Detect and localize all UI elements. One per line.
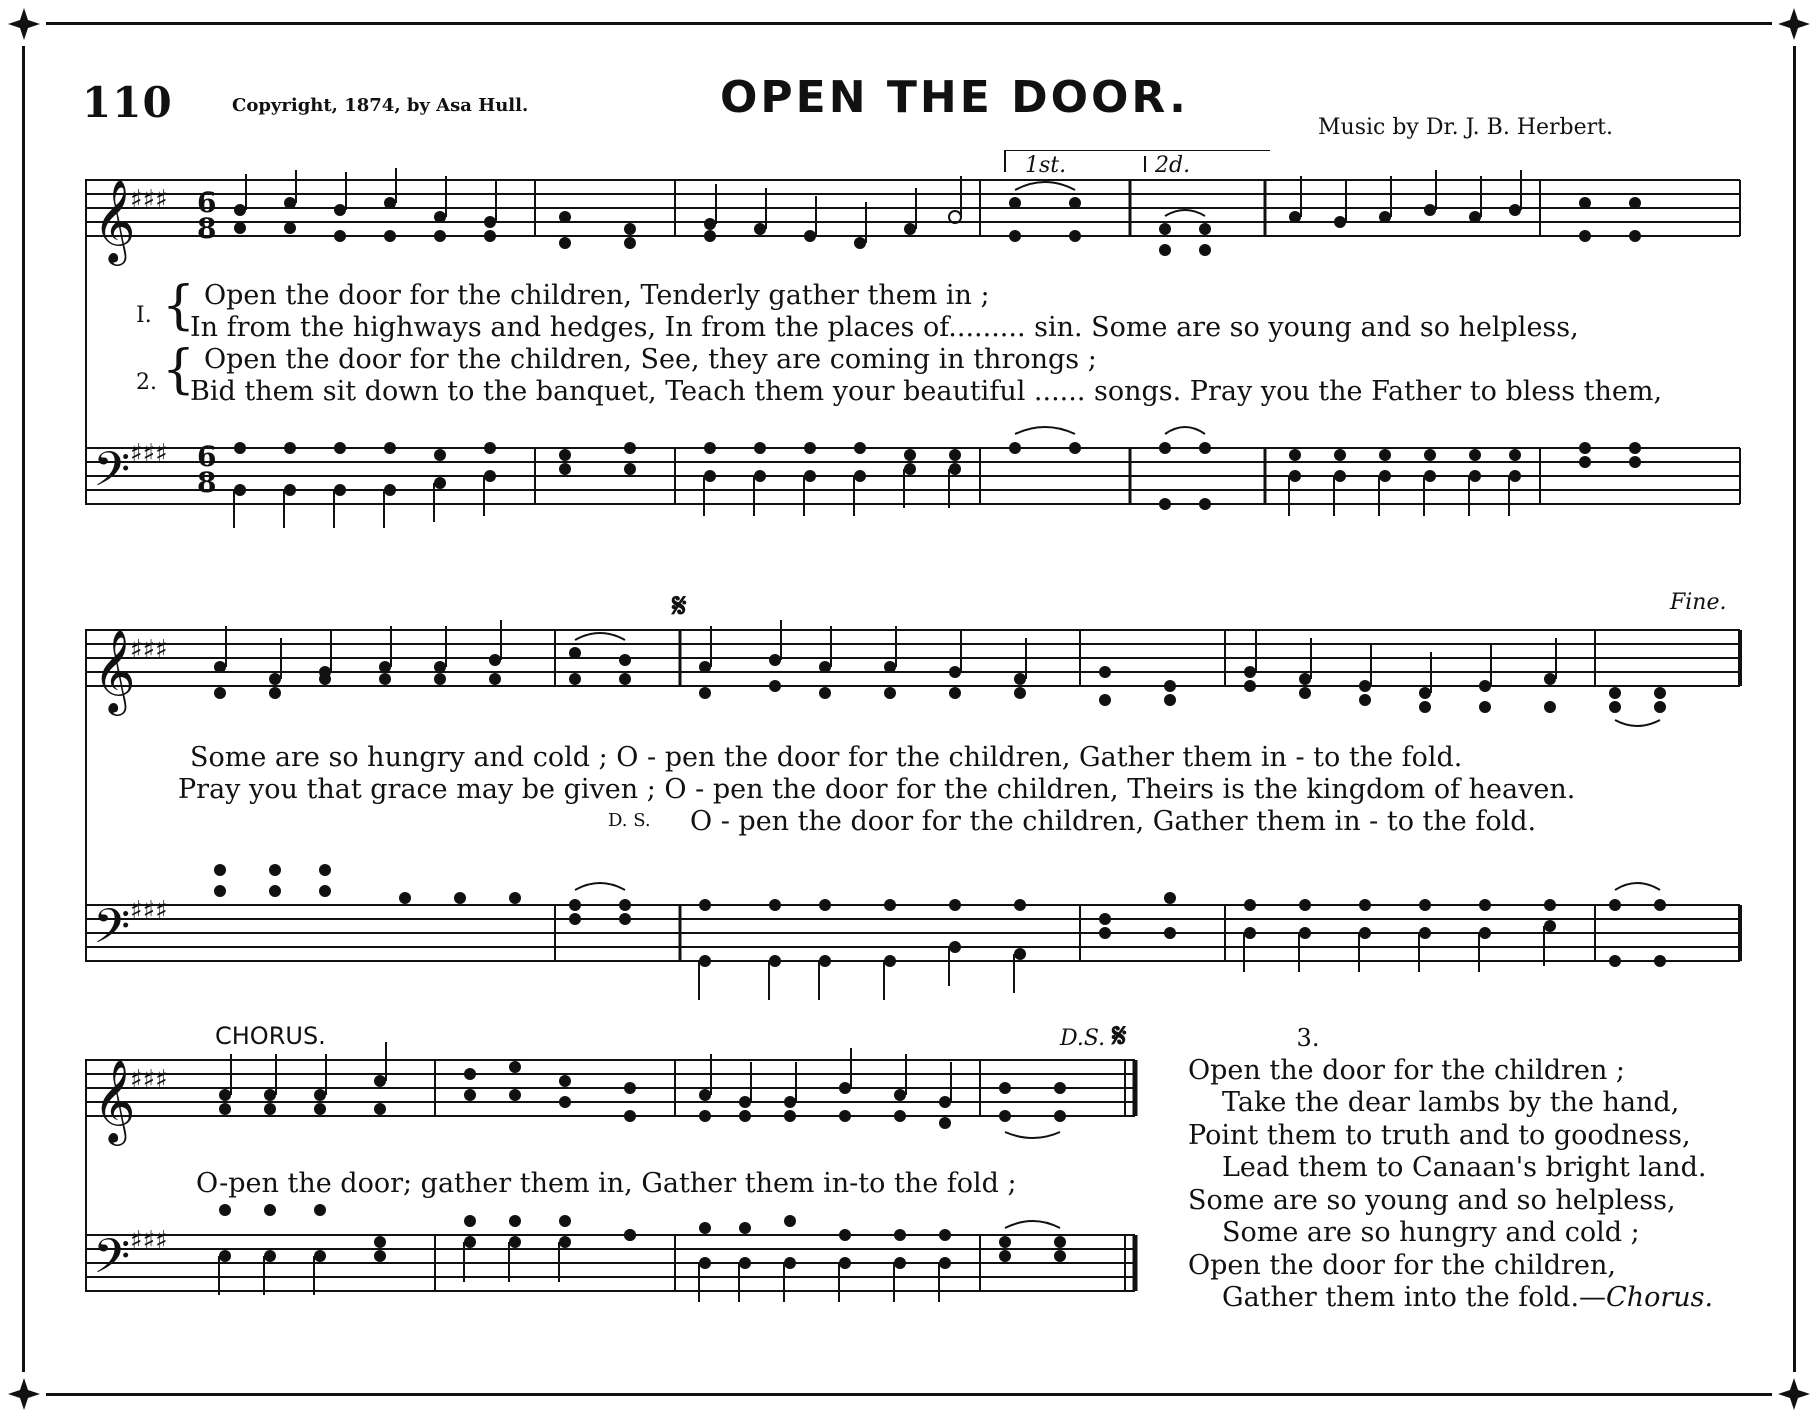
svg-text:𝄢: 𝄢: [93, 1228, 131, 1296]
ds-marking: D.S.: [1060, 1026, 1106, 1051]
svg-text:6: 6: [197, 440, 217, 473]
verse2-line2: Bid them sit down to the banquet, Teach them your beautiful ...... songs. Pray you the Father to bless them,: [190, 376, 1663, 407]
verse-brace: {: [162, 276, 196, 336]
stanza-line: Some are so hungry and cold ;: [1222, 1217, 1640, 1248]
verse-number-1: I.: [136, 303, 152, 328]
corner-ornament-icon: [1774, 1374, 1814, 1414]
verse1-line1: Open the door for the children, Tenderly gather them in ;: [204, 280, 990, 311]
stanza-line-final: [1188, 1282, 1713, 1315]
corner-ornament-icon: [4, 1374, 44, 1414]
svg-text:6: 6: [197, 186, 217, 219]
first-ending-label: 1st.: [1025, 153, 1067, 178]
svg-text:𝄢: 𝄢: [93, 441, 131, 509]
corner-ornament-icon: [1774, 4, 1814, 44]
composer-credit: Music by Dr. J. B. Herbert.: [1318, 115, 1613, 140]
svg-text:𝄞: 𝄞: [93, 1058, 136, 1142]
svg-text:8: 8: [197, 466, 217, 499]
system2-lyric-line2: Pray you that grace may be given ; O - pen the door for the children, Theirs is the kingdom of heaven.: [178, 774, 1576, 805]
stanza-line: Open the door for the children ;: [1188, 1054, 1626, 1086]
verse-number-2: 2.: [136, 370, 157, 395]
verse-brace: {: [162, 340, 196, 400]
copyright-notice: Copyright, 1874, by Asa Hull.: [232, 95, 529, 116]
svg-text:♯♯♯: ♯♯♯: [130, 439, 168, 469]
system2-lyric-line1: Some are so hungry and cold ; O - pen the door for the children, Gather them in - to the fold.: [190, 742, 1463, 773]
hymn-title: OPEN THE DOOR.: [720, 72, 1189, 123]
stanza-line: Some are so young and so helpless,: [1188, 1184, 1676, 1216]
svg-text:♯♯♯: ♯♯♯: [130, 185, 168, 215]
svg-text:𝄢: 𝄢: [93, 898, 131, 966]
segno-icon: 𝄋: [1112, 1016, 1127, 1056]
svg-text:8: 8: [197, 212, 217, 245]
svg-text:♯♯♯: ♯♯♯: [130, 635, 168, 665]
svg-text:𝄞: 𝄞: [93, 178, 136, 262]
svg-text:♯♯♯: ♯♯♯: [130, 1226, 168, 1256]
system2-lyric-line3: O - pen the door for the children, Gather them in - to the fold.: [690, 806, 1537, 837]
svg-text:𝄞: 𝄞: [93, 628, 136, 712]
stanza-number: 3.: [1296, 1024, 1320, 1052]
chorus-tag: Chorus.: [1606, 1282, 1714, 1313]
stanza-line: Point them to truth and to goodness,: [1188, 1119, 1691, 1151]
ds-label: D. S.: [608, 810, 651, 831]
page-number: 110: [82, 78, 173, 127]
corner-ornament-icon: [4, 4, 44, 44]
chorus-label: CHORUS.: [215, 1022, 326, 1050]
segno-icon: 𝄋: [672, 586, 687, 626]
svg-text:♯♯♯: ♯♯♯: [130, 1065, 168, 1095]
stanza-3: [1188, 1022, 1713, 1315]
stanza-line-text: Gather them into the fold.—: [1222, 1282, 1607, 1313]
svg-text:♯♯♯: ♯♯♯: [130, 896, 168, 926]
verse1-line2: In from the highways and hedges, In from the places of......... sin. Some are so young and so helpless,: [190, 312, 1579, 343]
stanza-line: Open the door for the children,: [1188, 1249, 1616, 1281]
verse2-line1: Open the door for the children, See, they are coming in throngs ;: [204, 344, 1097, 375]
stanza-line: Lead them to Canaan's bright land.: [1222, 1152, 1707, 1183]
stanza-line: Take the dear lambs by the hand,: [1222, 1087, 1680, 1118]
fine-marking: Fine.: [1670, 590, 1727, 615]
chorus-lyric-line: O-pen the door; gather them in, Gather them in-to the fold ;: [196, 1168, 1017, 1199]
second-ending-label: 2d.: [1155, 153, 1191, 178]
